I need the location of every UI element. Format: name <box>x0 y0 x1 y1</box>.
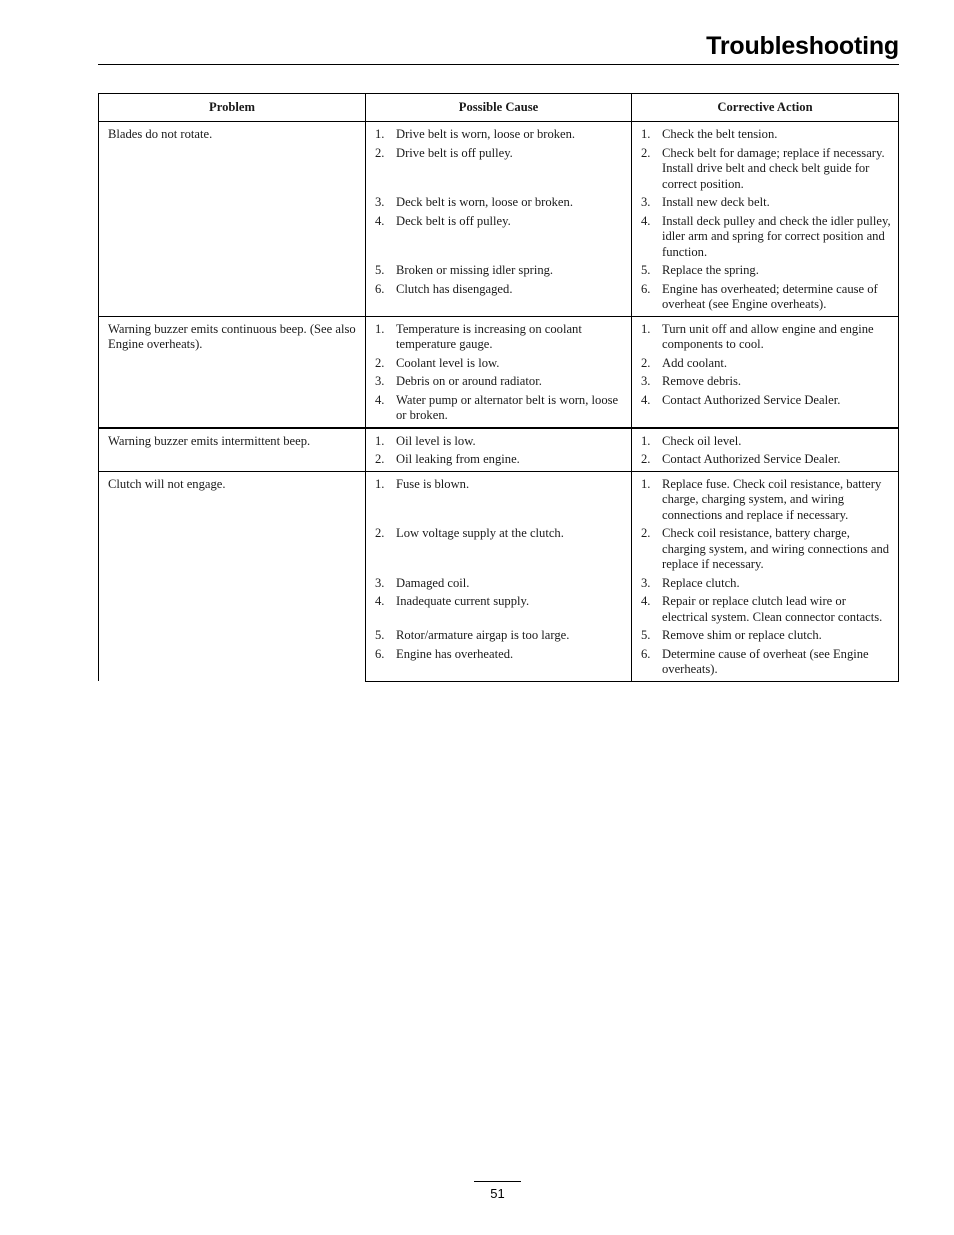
item-text: Check belt for damage; replace if necessary. Install drive belt and check belt guide for correct position. <box>662 145 885 191</box>
possible-cause-cell <box>366 471 632 526</box>
corrective-action-cell <box>632 576 899 595</box>
table-row <box>99 471 899 526</box>
item-number: 4. <box>641 213 651 228</box>
item-number: 1. <box>375 476 385 491</box>
corrective-action-cell <box>632 647 899 682</box>
item-text: Add coolant. <box>662 355 728 370</box>
cause-item <box>375 263 625 282</box>
item-text: Engine has overheated; determine cause of overheat (see Engine overheats). <box>662 281 878 311</box>
problem-cell: Clutch will not engage. <box>99 471 366 681</box>
cause-item <box>375 195 625 214</box>
item-number: 3. <box>375 374 385 388</box>
item-text: Install new deck belt. <box>662 195 770 209</box>
action-item <box>641 393 892 412</box>
action-item <box>641 526 892 576</box>
item-text: Remove shim or replace clutch. <box>662 628 822 642</box>
possible-cause-cell <box>366 122 632 146</box>
item-text: Deck belt is off pulley. <box>396 213 511 228</box>
corrective-action-cell <box>632 263 899 282</box>
possible-cause-cell <box>366 356 632 375</box>
column-header-corrective-action: Corrective Action <box>632 94 899 122</box>
item-number: 3. <box>375 575 385 590</box>
corrective-action-cell <box>632 471 899 526</box>
action-item <box>641 127 892 146</box>
item-text: Turn unit off and allow engine and engine components to cool. <box>662 321 874 351</box>
corrective-action-cell <box>632 594 899 628</box>
cause-item <box>375 282 625 301</box>
item-number: 4. <box>375 213 385 228</box>
item-number: 1. <box>641 433 651 448</box>
item-number: 1. <box>375 321 385 336</box>
action-item <box>641 322 892 356</box>
item-number: 2. <box>641 145 651 160</box>
corrective-action-cell <box>632 628 899 647</box>
table-row <box>99 122 899 146</box>
action-item <box>641 263 892 282</box>
possible-cause-cell <box>366 628 632 647</box>
item-number: 4. <box>375 392 385 407</box>
item-text: Contact Authorized Service Dealer. <box>662 452 841 466</box>
possible-cause-cell <box>366 316 632 356</box>
page-title: Troubleshooting <box>706 32 899 60</box>
cause-item <box>375 127 625 146</box>
possible-cause-cell <box>366 428 632 453</box>
item-number: 3. <box>641 374 651 388</box>
item-number: 2. <box>375 145 385 160</box>
cause-item <box>375 477 625 496</box>
table-row <box>99 428 899 453</box>
table-header <box>99 94 899 122</box>
cause-item <box>375 594 625 613</box>
item-number: 4. <box>375 594 385 608</box>
problem-cell: Warning buzzer emits continuous beep. (See also Engine overheats). <box>99 316 366 428</box>
corrective-action-cell <box>632 428 899 453</box>
corrective-action-cell <box>632 393 899 428</box>
item-number: 4. <box>641 594 651 608</box>
possible-cause-cell <box>366 594 632 628</box>
possible-cause-cell <box>366 393 632 428</box>
item-text: Remove debris. <box>662 374 742 388</box>
item-number: 3. <box>375 195 385 209</box>
item-number: 1. <box>641 321 651 336</box>
action-item <box>641 195 892 214</box>
item-text: Replace fuse. Check coil resistance, battery charge, charging system, and wiring connections and replace if necessary. <box>662 476 882 522</box>
action-item <box>641 356 892 375</box>
item-text: Replace clutch. <box>662 575 740 590</box>
corrective-action-cell <box>632 526 899 576</box>
item-number: 1. <box>375 433 385 448</box>
item-number: 5. <box>375 628 385 642</box>
item-text: Repair or replace clutch lead wire or electrical system. Clean connector contacts. <box>662 594 883 624</box>
item-number: 5. <box>641 628 651 642</box>
cause-item <box>375 628 625 647</box>
corrective-action-cell <box>632 374 899 393</box>
item-text: Oil leaking from engine. <box>396 452 520 466</box>
page-number: 51 <box>490 1186 505 1201</box>
cause-item <box>375 647 625 666</box>
item-text: Drive belt is off pulley. <box>396 145 513 160</box>
item-number: 6. <box>375 281 385 296</box>
item-text: Drive belt is worn, loose or broken. <box>396 127 576 141</box>
cause-item <box>375 214 625 233</box>
possible-cause-cell <box>366 526 632 576</box>
table-body <box>99 122 899 682</box>
corrective-action-cell <box>632 356 899 375</box>
action-item <box>641 594 892 628</box>
item-number: 2. <box>641 355 651 370</box>
item-text: Determine cause of overheat (see Engine overheats). <box>662 646 869 676</box>
page-header <box>98 30 899 65</box>
cause-item <box>375 356 625 375</box>
corrective-action-cell <box>632 122 899 146</box>
action-item <box>641 647 892 681</box>
possible-cause-cell <box>366 647 632 682</box>
table-row <box>99 316 899 356</box>
item-text: Coolant level is low. <box>396 355 500 370</box>
item-text: Install deck pulley and check the idler pulley, idler arm and spring for correct position and function. <box>662 213 891 259</box>
action-item <box>641 146 892 196</box>
possible-cause-cell <box>366 195 632 214</box>
item-number: 6. <box>375 646 385 661</box>
corrective-action-cell <box>632 146 899 196</box>
corrective-action-cell <box>632 282 899 317</box>
column-header-possible-cause: Possible Cause <box>366 94 632 122</box>
corrective-action-cell <box>632 452 899 471</box>
item-number: 1. <box>375 127 385 141</box>
item-number: 2. <box>375 452 385 466</box>
cause-item <box>375 576 625 595</box>
action-item <box>641 214 892 264</box>
possible-cause-cell <box>366 263 632 282</box>
cause-item <box>375 393 625 427</box>
item-number: 1. <box>641 127 651 141</box>
item-text: Broken or missing idler spring. <box>396 263 554 277</box>
item-number: 5. <box>641 263 651 277</box>
item-text: Low voltage supply at the clutch. <box>396 526 564 540</box>
cause-item <box>375 374 625 393</box>
item-text: Engine has overheated. <box>396 646 514 661</box>
action-item <box>641 477 892 527</box>
item-number: 4. <box>641 392 651 407</box>
item-number: 2. <box>375 526 385 540</box>
item-text: Replace the spring. <box>662 263 759 277</box>
action-item <box>641 576 892 595</box>
item-number: 3. <box>641 575 651 590</box>
item-number: 6. <box>641 646 651 661</box>
item-text: Oil level is low. <box>396 433 476 448</box>
action-item <box>641 374 892 393</box>
corrective-action-cell <box>632 316 899 356</box>
action-item <box>641 628 892 647</box>
item-text: Damaged coil. <box>396 575 470 590</box>
item-text: Check coil resistance, battery charge, charging system, and wiring connections and replace if necessary. <box>662 526 890 571</box>
cause-item <box>375 452 625 471</box>
item-number: 5. <box>375 263 385 277</box>
item-text: Inadequate current supply. <box>396 594 530 608</box>
item-number: 3. <box>641 195 651 209</box>
item-text: Contact Authorized Service Dealer. <box>662 392 841 407</box>
possible-cause-cell <box>366 214 632 264</box>
item-text: Clutch has disengaged. <box>396 281 513 296</box>
cause-item <box>375 434 625 453</box>
corrective-action-cell <box>632 214 899 264</box>
item-text: Check oil level. <box>662 433 742 448</box>
problem-cell: Warning buzzer emits intermittent beep. <box>99 428 366 472</box>
item-text: Rotor/armature airgap is too large. <box>396 628 570 642</box>
possible-cause-cell <box>366 452 632 471</box>
cause-item <box>375 146 625 165</box>
possible-cause-cell <box>366 146 632 196</box>
column-header-problem: Problem <box>99 94 366 122</box>
item-text: Debris on or around radiator. <box>396 374 542 388</box>
item-number: 2. <box>641 452 651 466</box>
cause-item <box>375 526 625 545</box>
item-number: 1. <box>641 476 651 491</box>
item-text: Fuse is blown. <box>396 476 470 491</box>
item-text: Check the belt tension. <box>662 127 778 141</box>
cause-item <box>375 322 625 356</box>
possible-cause-cell <box>366 576 632 595</box>
problem-cell: Blades do not rotate. <box>99 122 366 317</box>
item-number: 2. <box>641 526 651 540</box>
item-text: Water pump or alternator belt is worn, loose or broken. <box>396 392 619 422</box>
item-number: 6. <box>641 281 651 296</box>
possible-cause-cell <box>366 374 632 393</box>
corrective-action-cell <box>632 195 899 214</box>
action-item <box>641 434 892 453</box>
item-number: 2. <box>375 355 385 370</box>
possible-cause-cell <box>366 282 632 317</box>
action-item <box>641 452 892 471</box>
troubleshooting-table <box>98 93 899 682</box>
page-footer <box>474 1181 521 1201</box>
item-text: Temperature is increasing on coolant temperature gauge. <box>396 321 582 351</box>
item-text: Deck belt is worn, loose or broken. <box>396 195 573 209</box>
action-item <box>641 282 892 316</box>
